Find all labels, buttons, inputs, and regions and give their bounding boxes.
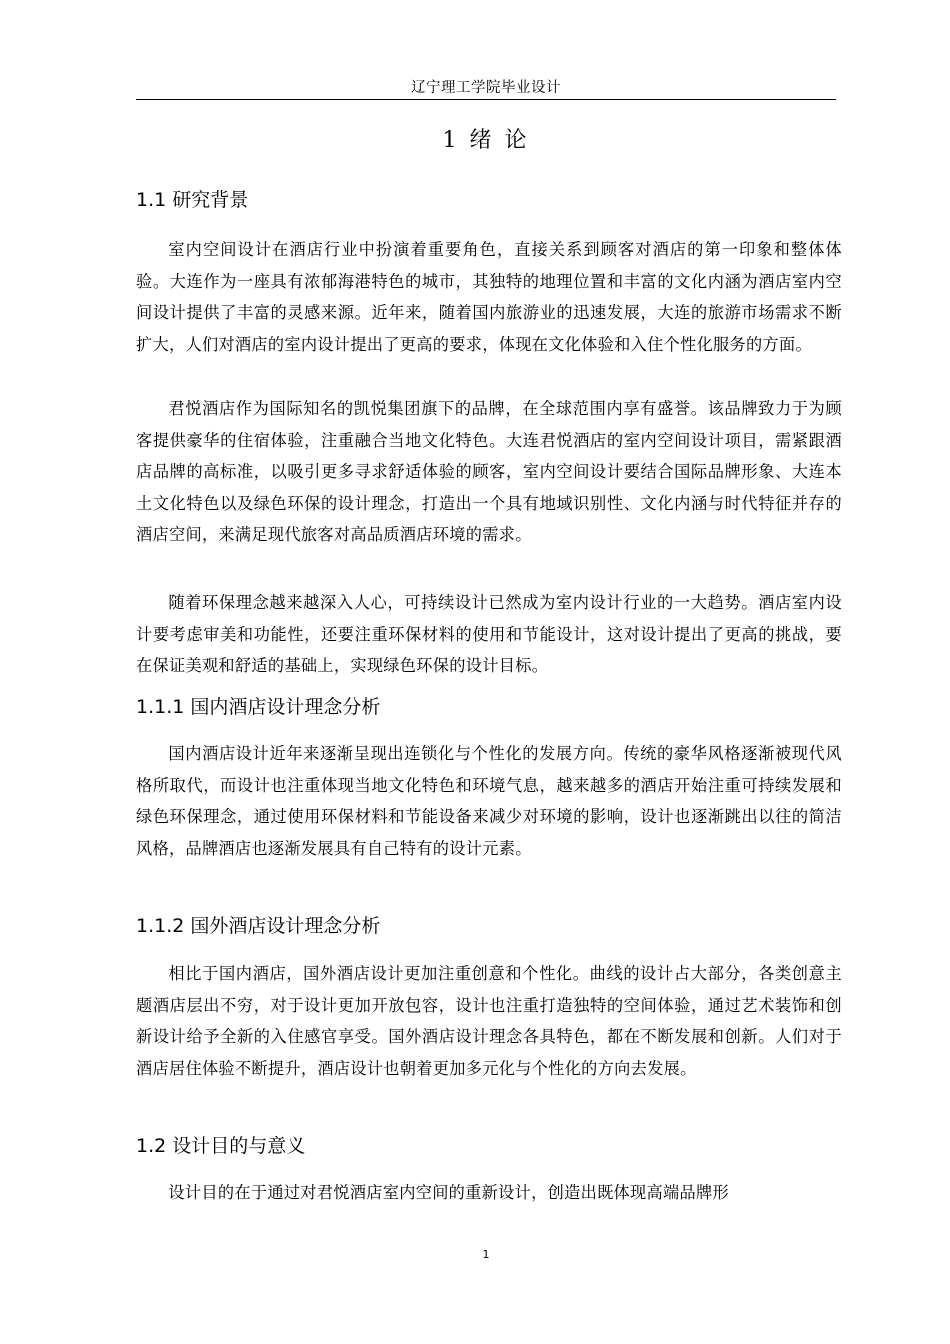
body-paragraph: 随着环保理念越来越深入人心，可持续设计已然成为室内设计行业的一大趋势。酒店室内设计要考虑审美和功能性，还要注重环保材料的使用和节能设计，这对设计提出了更高的挑战，要在保证美观和舒适的基础上，实现绿色环保的设计目标。 (136, 593, 842, 676)
body-paragraph: 君悦酒店作为国际知名的凯悦集团旗下的品牌，在全球范围内享有盛誉。该品牌致力于为顾客提供豪华的住宿体验，注重融合当地文化特色。大连君悦酒店的室内空间设计项目，需紧跟酒店品牌的高标准，以吸引更多寻求舒适体验的顾客，室内空间设计要结合国际品牌形象、大连本土文化特色以及绿色环保的设计理念，打造出一个具有地域识别性、文化内涵与时代特征并存的酒店空间，来满足现代旅客对高品质酒店环境的需求。 (136, 399, 842, 545)
body-paragraph: 室内空间设计在酒店行业中扮演着重要角色，直接关系到顾客对酒店的第一印象和整体体验。大连作为一座具有浓郁海港特色的城市，其独特的地理位置和丰富的文化内涵为酒店室内空间设计提供了丰富的灵感来源。近年来，随着国内旅游业的迅速发展，大连的旅游市场需求不断扩大，人们对酒店的室内设计提出了更高的要求，体现在文化体验和入住个性化服务的方面。 (136, 240, 842, 354)
body-paragraph: 设计目的在于通过对君悦酒店室内空间的重新设计，创造出既体现高端品牌形 (168, 1183, 729, 1202)
body-paragraph: 相比于国内酒店，国外酒店设计更加注重创意和个性化。曲线的设计占大部分，各类创意主题酒店层出不穷，对于设计更加开放包容，设计也注重打造独特的空间体验，通过艺术装饰和创新设计给予全新的入住感官享受。国外酒店设计理念各具特色，都在不断发展和创新。人们对于酒店居住体验不断提升，酒店设计也朝着更加多元化与个性化的方向去发展。 (136, 964, 842, 1078)
section-heading-1-1-1: 1.1.1 国内酒店设计理念分析 (136, 696, 381, 718)
body-paragraph: 国内酒店设计近年来逐渐呈现出连锁化与个性化的发展方向。传统的豪华风格逐渐被现代风格所取代，而设计也注重体现当地文化特色和环境气息，越来越多的酒店开始注重可持续发展和绿色环保理念，通过使用环保材料和节能设备来减少对环境的影响，设计也逐渐跳出以往的简洁风格，品牌酒店也逐渐发展具有自己特有的设计元素。 (136, 744, 842, 858)
page-number: 1 (482, 1248, 490, 1261)
section-heading-1-2: 1.2 设计目的与意义 (136, 1135, 306, 1157)
section-heading-1-1-2: 1.1.2 国外酒店设计理念分析 (136, 915, 381, 937)
chapter-title: 1 绪 论 (442, 128, 530, 153)
section-heading-1-1: 1.1 研究背景 (136, 189, 249, 211)
header-divider (136, 99, 836, 100)
running-header: 辽宁理工学院毕业设计 (411, 80, 561, 96)
